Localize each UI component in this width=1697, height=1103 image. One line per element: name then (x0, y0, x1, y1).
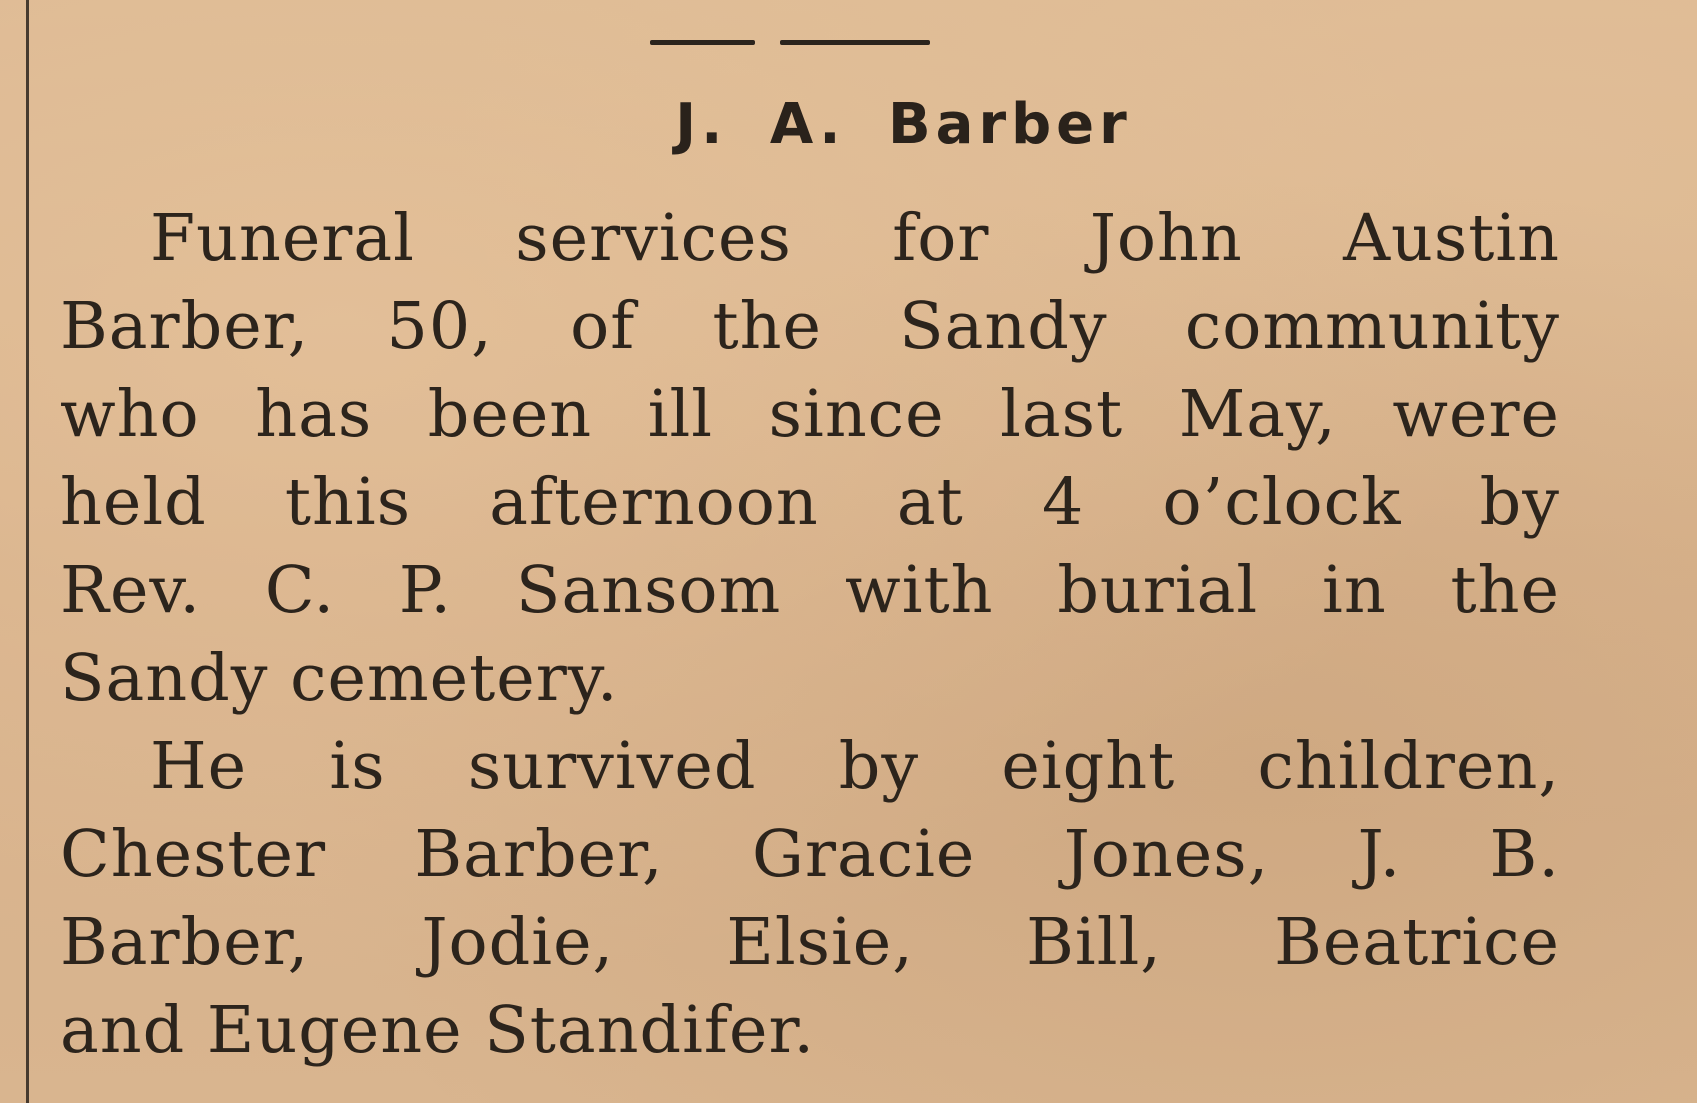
top-rule-right (780, 40, 930, 45)
paragraph-1-line: Sandy cemetery. (60, 641, 619, 716)
column-rule (26, 0, 29, 1103)
paragraph-1-line: who has been ill since last May, were (60, 377, 1560, 452)
obituary-headline: J. A. Barber (675, 92, 1132, 157)
top-rule-left (650, 40, 755, 45)
paragraph-1-line: Rev. C. P. Sansom with burial in the (60, 553, 1560, 628)
paragraph-2-line: and Eugene Standifer. (60, 993, 816, 1068)
obituary-body (60, 195, 1560, 1075)
paragraph-1-line: Funeral services for John Austin (150, 201, 1560, 276)
paragraph-1-line: Barber, 50, of the Sandy community (60, 289, 1560, 364)
paragraph-1-line: held this afternoon at 4 o’clock by (60, 465, 1560, 540)
paragraph-2-line: Barber, Jodie, Elsie, Bill, Beatrice (60, 905, 1560, 980)
paragraph-2-line: He is survived by eight children, (150, 729, 1560, 804)
paragraph-2-line: Chester Barber, Gracie Jones, J. B. (60, 817, 1560, 892)
